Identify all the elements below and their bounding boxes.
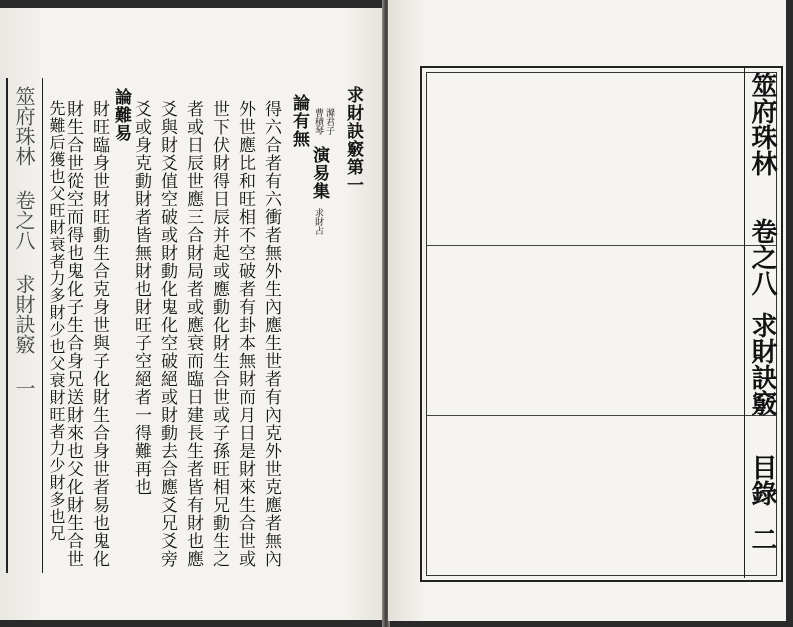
subtitle: 演易集	[309, 146, 329, 200]
text-column: 爻與財爻值空破或財動化鬼化空破絕或財動去合應爻兄爻旁	[157, 100, 177, 568]
text-column: 財旺臨身世財旺動生合克身世與子化財生合身世者易也鬼化	[89, 100, 109, 568]
author-1: 滌君子	[324, 108, 334, 135]
left-margin-strip	[6, 78, 43, 573]
text-column: 財生合世從空而得也鬼化子生合身兄送財來也父化財生合世	[63, 100, 83, 568]
section-heading: 論有無	[289, 94, 309, 148]
side-page-number: 二	[747, 526, 777, 552]
left-strip-text: 筮府珠林 卷之八 求財訣竅 一	[12, 86, 36, 398]
text-column: 得六合者有六衝者無外生內應生世者有內克外世克應者無內	[261, 100, 281, 568]
side-volume: 卷之八	[747, 218, 777, 296]
text-column: 先難后獲也父旺財衰者力多財少也父衰財旺者力少財多也兄	[47, 100, 66, 542]
side-section: 目錄	[747, 454, 777, 506]
text-column: 爻或身克動財者皆無財也財旺子空絕者一得難再也	[131, 100, 151, 496]
section-heading: 論難易	[111, 88, 131, 142]
left-page	[0, 8, 382, 620]
chapter-title: 求財訣竅第一	[343, 86, 363, 194]
table-rule	[427, 415, 776, 416]
side-chapter: 求財訣竅	[747, 312, 777, 416]
right-page-frame	[420, 66, 783, 582]
side-book-title: 筮府珠林	[747, 72, 777, 176]
right-margin-strip	[744, 66, 777, 578]
subtitle-note: 求財占	[313, 208, 323, 235]
text-column: 者或日辰世應三合財局者或應衰而臨日建長生者皆有財也應	[183, 100, 203, 568]
author-2: 曹積琴	[313, 108, 323, 135]
table-rule	[427, 245, 776, 246]
right-page-inner-frame	[426, 72, 777, 576]
right-page	[388, 0, 786, 621]
text-column: 外世應比和旺相不空破者有卦本無財而月日是財來生合世或	[235, 100, 255, 568]
text-column: 世下伏財得日辰并起或應動化財生合世或子孫旺相兄動生之	[209, 100, 229, 568]
